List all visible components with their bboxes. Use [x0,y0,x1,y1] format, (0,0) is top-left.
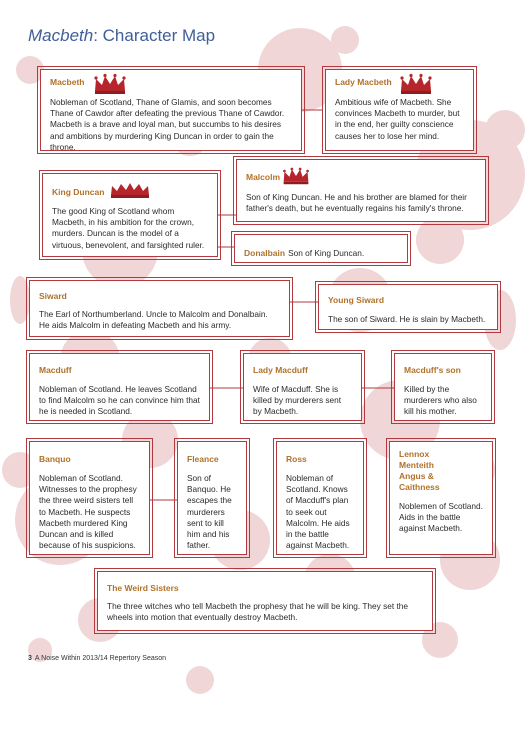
character-description: The son of Siward. He is slain by Macbeth. [328,314,486,324]
character-card-banquo [29,441,150,555]
character-card-lady-macbeth [325,69,474,151]
crown-icon [399,73,433,95]
character-description: Nobleman of Scotland. Knows of Macduff's plan to seek out Malcolm. He aids in the battle against Macbeth. [286,473,350,551]
character-card-malcolm [236,159,486,222]
character-description: Noblemen of Scotland. Aids in the battle against Macbeth. [399,501,483,534]
page-title [28,26,215,46]
character-description: The good King of Scotland whom Macbeth, in his ambition for the crown, murders. Duncan is the model of a virtuous, benevolent, and farsighted ruler. [52,206,205,250]
crown-icon [109,181,151,199]
crown-icon [93,73,127,95]
page-title-rest: : Character Map [93,26,216,45]
character-name: Donalbain [244,248,286,258]
character-description: Wife of Macduff. She is killed by murderers sent by Macbeth. [253,384,342,417]
play-title: Macbeth [28,26,94,45]
character-card-donalbain [234,234,408,263]
character-name: Lady Macbeth [335,77,392,87]
character-description: Nobleman of Scotland, Thane of Glamis, and soon becomes Thane of Cawdor after defeating the previous Thane of Cawdor. Macbeth is a brave and loyal man, but succumbs to his desires and ambitions by murdering King Duncan in order to gain the throne. [50,97,285,152]
character-description: The three witches who tell Macbeth the prophesy that he will be king. They set the wheels into motion that eventually destroy Macbeth. [107,601,409,623]
character-card-weird-sisters [97,571,433,631]
character-card-macbeth [40,69,302,151]
character-description: Nobleman of Scotland. He leaves Scotland to find Malcolm so he can convince him that he is needed in Scotland. [39,384,200,417]
character-card-lennox-menteith-angus-caithness [389,441,493,555]
footer-text: A Noise Within 2013/14 Repertory Season [34,655,167,662]
character-description: Son of King Duncan. He and his brother are blamed for their father's death, but he eventually regains his family's throne. [246,192,467,214]
character-card-young-siward [318,284,498,330]
character-description: Nobleman of Scotland. Witnesses to the prophesy the three weird sisters tell to Macbeth. He suspects Macbeth murdered King Duncan and is killed because of his suspicions. [39,473,137,551]
character-name: Macduff's son [404,365,461,375]
character-name: Young Siward [328,295,385,305]
character-card-lady-macduff [243,353,362,421]
character-name: Fleance [187,454,219,464]
character-card-siward [29,280,290,337]
character-description: The Earl of Northumberland. Uncle to Malcolm and Donalbain. He aids Malcolm in defeating Macbeth and his army. [39,309,268,331]
character-card-macduff [29,353,210,421]
character-name: Macduff [39,365,72,375]
character-description: Ambitious wife of Macbeth. She convinces Macbeth to murder, but in the end, her guilty conscience causes her to lose her mind. [335,97,460,141]
character-name: Macbeth [50,77,85,87]
character-description: Killed by the murderers who also kill his mother. [404,384,477,417]
character-name: Malcolm [246,172,281,182]
character-name: Lady Macduff [253,365,308,375]
character-card-fleance [177,441,247,555]
character-name: Banquo [39,454,71,464]
character-name: King Duncan [52,187,105,197]
character-description: Son of King Duncan. [288,248,365,258]
character-name: Lennox Menteith Angus & Caithness [399,449,440,492]
character-name: The Weird Sisters [107,583,179,593]
character-name: Ross [286,454,307,464]
character-card-macduffs-son [394,353,492,421]
character-description: Son of Banquo. He escapes the murderers sent to kill him and his father. [187,473,232,551]
page-footer [28,655,166,662]
crown-icon [282,166,310,186]
page-number: 3 [28,655,32,662]
character-name: Siward [39,291,67,301]
character-card-ross [276,441,364,555]
character-card-king-duncan [42,173,218,257]
